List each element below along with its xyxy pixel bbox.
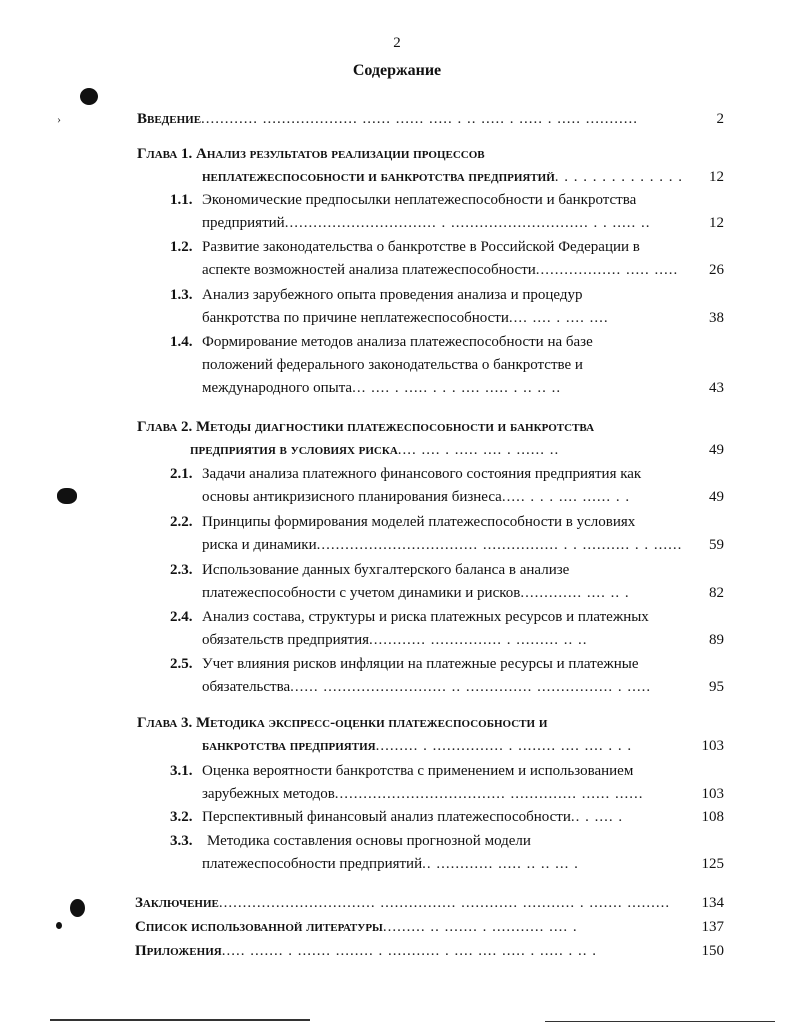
section-title-line: Оценка вероятности банкротства с применением и использованием xyxy=(202,763,634,779)
section-title-line: Развитие законодательства о банкротстве в Российской Федерации в xyxy=(202,239,640,255)
section-page: 26 xyxy=(709,262,724,278)
section-number: 3.1. xyxy=(170,763,193,779)
chapter-page: 103 xyxy=(701,738,724,754)
section-title-line: Задачи анализа платежного финансового состояния предприятия как xyxy=(202,466,642,482)
section-number: 1.1. xyxy=(170,192,193,208)
chapter-page: 12 xyxy=(709,169,724,185)
chapter-title-line: предприятия в условиях риска xyxy=(190,442,398,458)
chapter-title-line: банкротства предприятия xyxy=(202,738,376,754)
intro-title: Введение xyxy=(137,111,202,127)
section-title-line: зарубежных методов xyxy=(202,786,335,802)
section-page: 125 xyxy=(701,856,724,872)
section-number: 3.3. xyxy=(170,833,193,849)
section-number: 1.4. xyxy=(170,334,193,350)
section-title-line: обязательств предприятия xyxy=(202,632,369,648)
page-number: 2 xyxy=(393,35,401,51)
back-matter-page: 137 xyxy=(701,919,724,935)
scan-blot-1 xyxy=(80,88,98,105)
chapter-page: 49 xyxy=(709,442,724,458)
section-page: 89 xyxy=(709,632,724,648)
section-title-line: Перспективный финансовый анализ платежеспособности xyxy=(202,809,571,825)
chapter-title-line: Глава 2. Методы диагностики платежеспособности и банкротства xyxy=(137,419,595,435)
section-title-line: обязательства xyxy=(202,679,291,695)
section-number: 3.2. xyxy=(170,809,193,825)
section-number: 2.2. xyxy=(170,514,193,530)
section-page: 12 xyxy=(709,215,724,231)
chapter-title-line: Глава 1. Анализ результатов реализации процессов xyxy=(137,146,485,162)
back-matter-page: 150 xyxy=(701,943,724,959)
section-page: 43 xyxy=(709,380,724,396)
section-title-line: аспекте возможностей анализа платежеспособности xyxy=(202,262,536,278)
chapter-title-line: Глава 3. Методика экспресс-оценки платежеспособности и xyxy=(137,715,548,731)
back-matter-title: Заключение xyxy=(135,895,219,911)
section-title-line: международного опыта xyxy=(202,380,353,396)
section-title-line: платежеспособности предприятий xyxy=(202,856,423,872)
section-page: 49 xyxy=(709,489,724,505)
section-title-line: Анализ зарубежного опыта проведения анализа и процедур xyxy=(202,287,583,303)
back-matter-page: 134 xyxy=(701,895,724,911)
section-number: 2.5. xyxy=(170,656,193,672)
section-page: 38 xyxy=(709,310,724,326)
scan-mark: › xyxy=(57,112,61,126)
section-title-line: платежеспособности с учетом динамики и рисков xyxy=(202,585,521,601)
section-title-line: предприятий xyxy=(202,215,285,231)
chapter-title-line: неплатежеспособности и банкротства предприятий xyxy=(202,169,555,185)
section-title-line: Принципы формирования моделей платежеспособности в условиях xyxy=(202,514,636,530)
scan-line-left xyxy=(50,1019,310,1021)
scan-blot-4 xyxy=(56,922,62,929)
section-page: 82 xyxy=(709,585,724,601)
scan-blot-2 xyxy=(57,488,77,504)
intro-page: 2 xyxy=(716,111,724,127)
section-title-line: риска и динамики xyxy=(202,537,317,553)
scan-blot-3 xyxy=(70,899,85,917)
section-page: 95 xyxy=(709,679,724,695)
section-number: 1.3. xyxy=(170,287,193,303)
section-title-line: Учет влияния рисков инфляции на платежные ресурсы и платежные xyxy=(202,656,639,672)
section-page: 103 xyxy=(701,786,724,802)
section-title-line: основы антикризисного планирования бизнеса xyxy=(202,489,502,505)
back-matter-title: Приложения xyxy=(135,943,222,959)
section-number: 1.2. xyxy=(170,239,193,255)
back-matter-title: Список использованной литературы xyxy=(135,919,383,935)
toc-heading: Содержание xyxy=(352,62,442,79)
section-number: 2.3. xyxy=(170,562,193,578)
section-page: 108 xyxy=(701,809,724,825)
section-number: 2.1. xyxy=(170,466,193,482)
section-title-line: Формирование методов анализа платежеспособности на базе xyxy=(202,334,593,350)
scan-line-right xyxy=(545,1021,775,1022)
section-title-line: Анализ состава, структуры и риска платежных ресурсов и платежных xyxy=(202,609,649,625)
section-title-line: Методика составления основы прогнозной модели xyxy=(207,833,531,849)
section-title-line: Экономические предпосылки неплатежеспособности и банкротства xyxy=(202,192,637,208)
section-title-line: банкротства по причине неплатежеспособности xyxy=(202,310,509,326)
section-title-line: положений федерального законодательства о банкротстве и xyxy=(202,357,583,373)
section-title-line: Использование данных бухгалтерского баланса в анализе xyxy=(202,562,570,578)
section-page: 59 xyxy=(709,537,724,553)
section-number: 2.4. xyxy=(170,609,193,625)
